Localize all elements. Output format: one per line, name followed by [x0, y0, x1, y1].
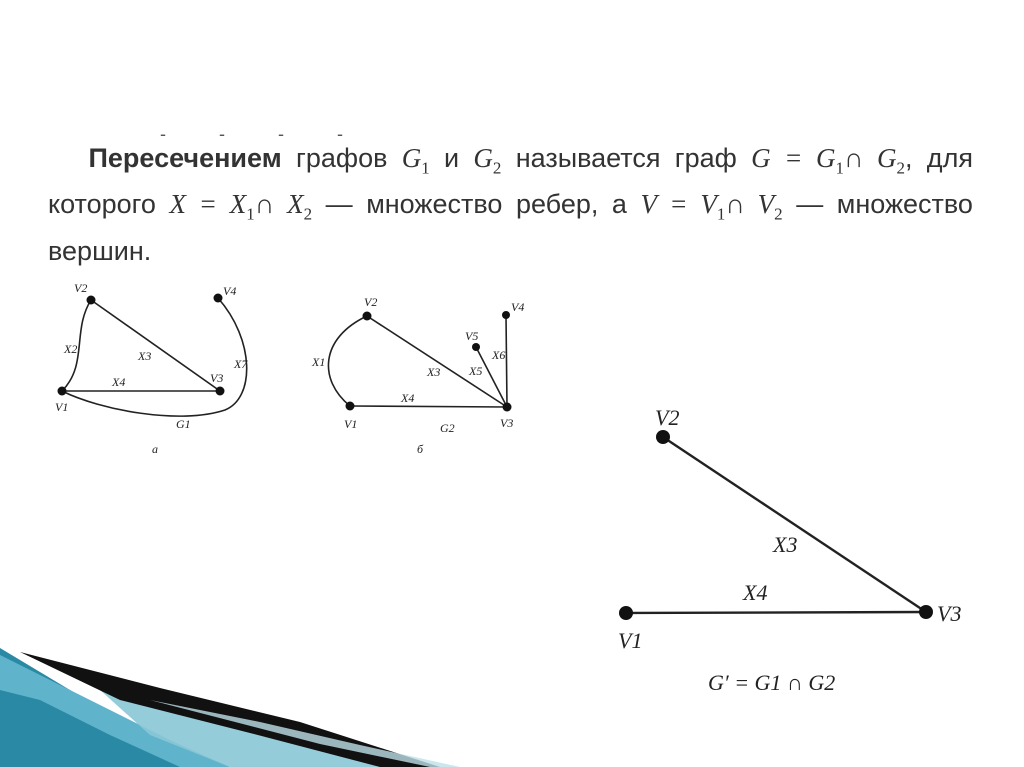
label-x4: X4 — [401, 391, 415, 405]
label-x7: X7 — [234, 357, 248, 371]
label-v1: V1 — [618, 628, 643, 653]
text-fragment: графов — [295, 143, 388, 173]
edge-x7 — [62, 298, 247, 416]
graph-b-vertices — [346, 311, 512, 412]
vertex-v1 — [619, 606, 633, 620]
edge-x6 — [506, 315, 507, 407]
graph-a-labels — [55, 281, 248, 456]
edge-x3 — [663, 437, 926, 612]
label-v3: V3 — [500, 416, 514, 430]
text-fragment: , для которого — [48, 143, 973, 220]
vertex-v4 — [502, 311, 510, 319]
graph-a — [62, 298, 247, 416]
text-fragment: — множество вершин. — [48, 189, 973, 266]
label-x2: X2 — [64, 342, 78, 356]
label-v3: V3 — [937, 601, 962, 626]
math-formula-v: $V = V_1\cap$ $V_2$ — [640, 189, 783, 224]
text-fragment: — множество ребер, а — [325, 189, 627, 220]
caption-a: а — [152, 442, 158, 456]
label-v1: V1 — [344, 417, 358, 431]
math-g2: $G_2$ — [473, 143, 502, 178]
label-x3: X3 — [427, 365, 441, 379]
graph-intersection-vertices — [619, 430, 933, 620]
label-v2: V2 — [74, 281, 88, 295]
vertex-v1 — [346, 402, 355, 411]
text-fragment: и — [444, 143, 460, 173]
label-v2: V2 — [655, 405, 680, 430]
label-v4: V4 — [511, 300, 525, 314]
text-fragment: называется граф — [515, 143, 737, 173]
vertex-v5 — [472, 343, 480, 351]
term-bold: Пересечением — [88, 143, 282, 173]
vertex-v3 — [216, 387, 225, 396]
label-x1: X1 — [312, 355, 326, 369]
edge-x4 — [626, 612, 926, 613]
graph-a-vertices — [58, 294, 225, 396]
edge-x1 — [328, 316, 367, 406]
edge-x3 — [367, 316, 507, 407]
label-v1: V1 — [55, 400, 69, 414]
label-x3: X3 — [773, 532, 798, 557]
vertex-v2 — [87, 296, 96, 305]
vertex-v2 — [656, 430, 670, 444]
label-x5: X5 — [469, 364, 483, 378]
edge-x4 — [350, 406, 507, 407]
label-v4: V4 — [223, 284, 237, 298]
vertex-v1 — [58, 387, 67, 396]
print-artifact: - - - - — [160, 124, 367, 144]
label-v5: V5 — [465, 329, 479, 343]
decorative-swoosh — [0, 648, 460, 767]
graph-intersection-labels — [618, 405, 961, 695]
formula-g-prime: G′ = G1 ∩ G2 — [708, 670, 836, 695]
vertex-v3 — [919, 605, 933, 619]
caption-b: б — [417, 442, 424, 456]
math-g1: $G_1$ — [401, 143, 430, 178]
label-x6: X6 — [492, 348, 506, 362]
label-g2: G2 — [440, 421, 455, 435]
graph-intersection — [626, 437, 926, 613]
label-v3: V3 — [210, 371, 224, 385]
vertex-v2 — [363, 312, 372, 321]
label-x4: X4 — [112, 375, 126, 389]
vertex-v4 — [214, 294, 223, 303]
label-x4: X4 — [743, 580, 768, 605]
vertex-v3 — [503, 403, 512, 412]
math-formula-g: $G = G_1\cap$ $G_2$ — [751, 143, 906, 178]
label-g1: G1 — [176, 417, 191, 431]
label-v2: V2 — [364, 295, 378, 309]
math-formula-x: $X = X_1\cap$ $X_2$ — [169, 189, 313, 224]
graph-b-labels — [311, 295, 524, 456]
graph-b — [328, 315, 507, 407]
edge-x3 — [91, 300, 220, 391]
label-x3: X3 — [138, 349, 152, 363]
